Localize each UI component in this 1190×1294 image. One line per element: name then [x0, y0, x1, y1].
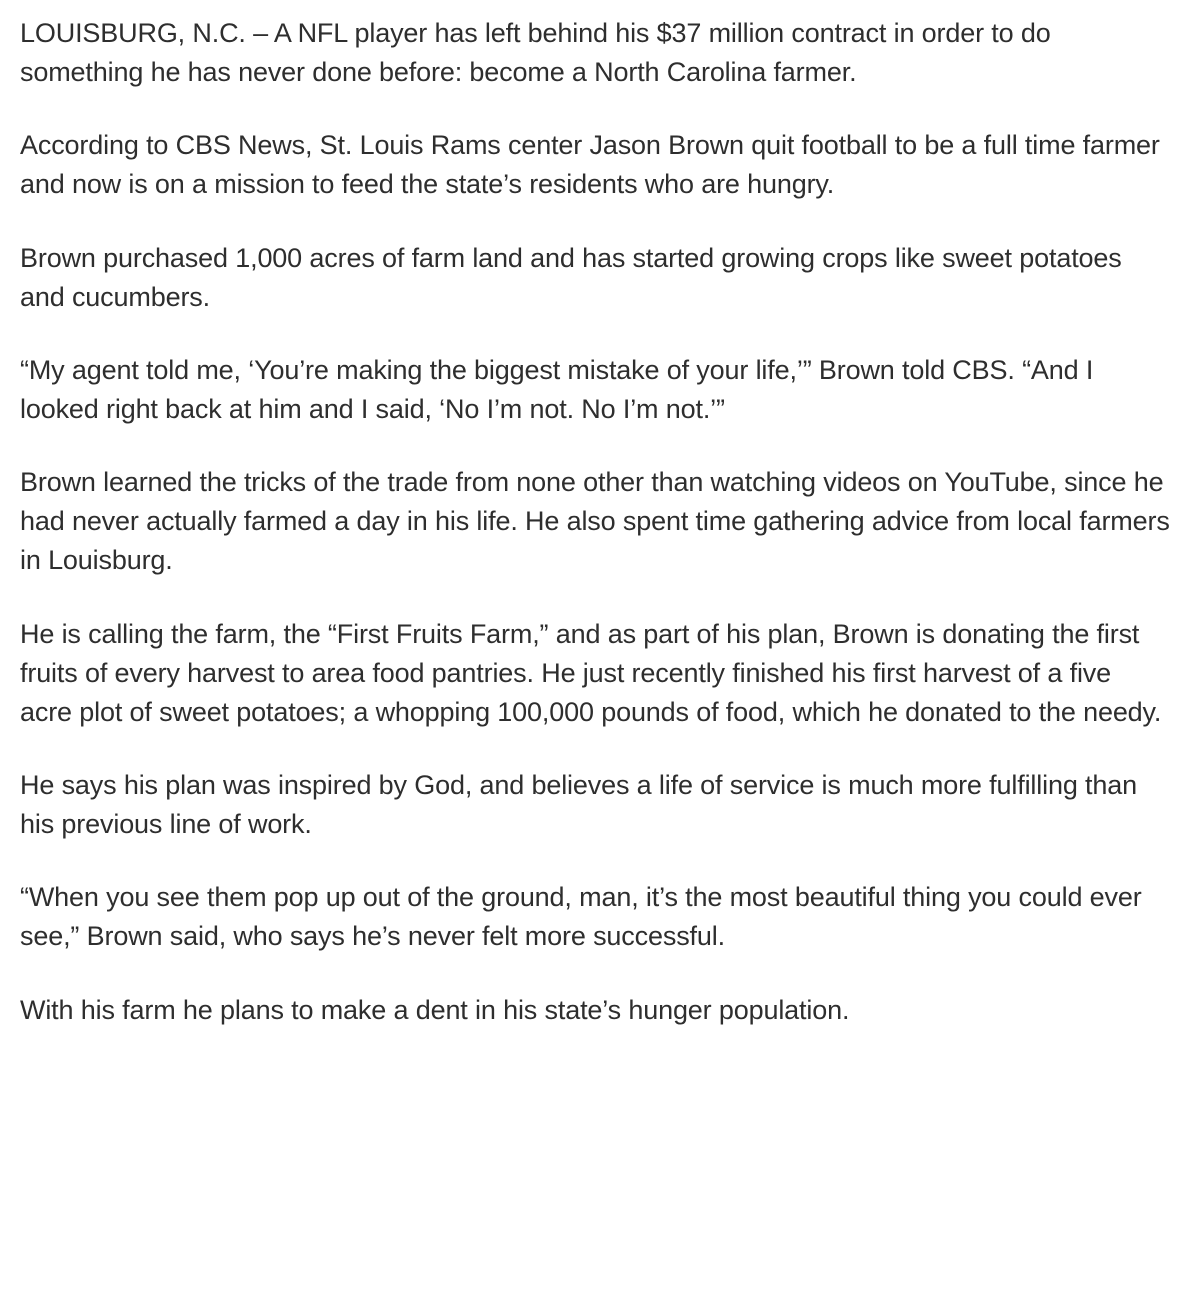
- article-paragraph-6: He is calling the farm, the “First Fruits Farm,” and as part of his plan, Brown is donating the first fruits of every harvest to area food pantries. He just recently finished his first harvest of a five acre plot of sweet potatoes; a whopping 100,000 pounds of food, which he donated to the needy.: [20, 618, 1162, 727]
- article-paragraph-1: LOUISBURG, N.C. – A NFL player has left behind his $37 million contract in order to do something he has never done before: become a North Carolina farmer.: [20, 18, 1051, 88]
- article-paragraph-9: With his farm he plans to make a dent in his state’s hunger population.: [20, 994, 850, 1025]
- article-paragraph-3: Brown purchased 1,000 acres of farm land and has started growing crops like sweet potatoes and cucumbers.: [20, 242, 1122, 312]
- article-paragraph-4: “My agent told me, ‘You’re making the biggest mistake of your life,’” Brown told CBS. “And I looked right back at him and I said, ‘No I’m not. No I’m not.’”: [20, 354, 1094, 424]
- article-paragraph-5: Brown learned the tricks of the trade from none other than watching videos on YouTube, since he had never actually farmed a day in his life. He also spent time gathering advice from local farmers in Louisburg.: [20, 467, 1170, 576]
- article-paragraph-2: According to CBS News, St. Louis Rams center Jason Brown quit football to be a full time farmer and now is on a mission to feed the state’s residents who are hungry.: [20, 130, 1160, 200]
- article-paragraph-8: “When you see them pop up out of the ground, man, it’s the most beautiful thing you could ever see,” Brown said, who says he’s never felt more successful.: [20, 882, 1142, 952]
- article-paragraph-7: He says his plan was inspired by God, and believes a life of service is much more fulfilling than his previous line of work.: [20, 769, 1137, 840]
